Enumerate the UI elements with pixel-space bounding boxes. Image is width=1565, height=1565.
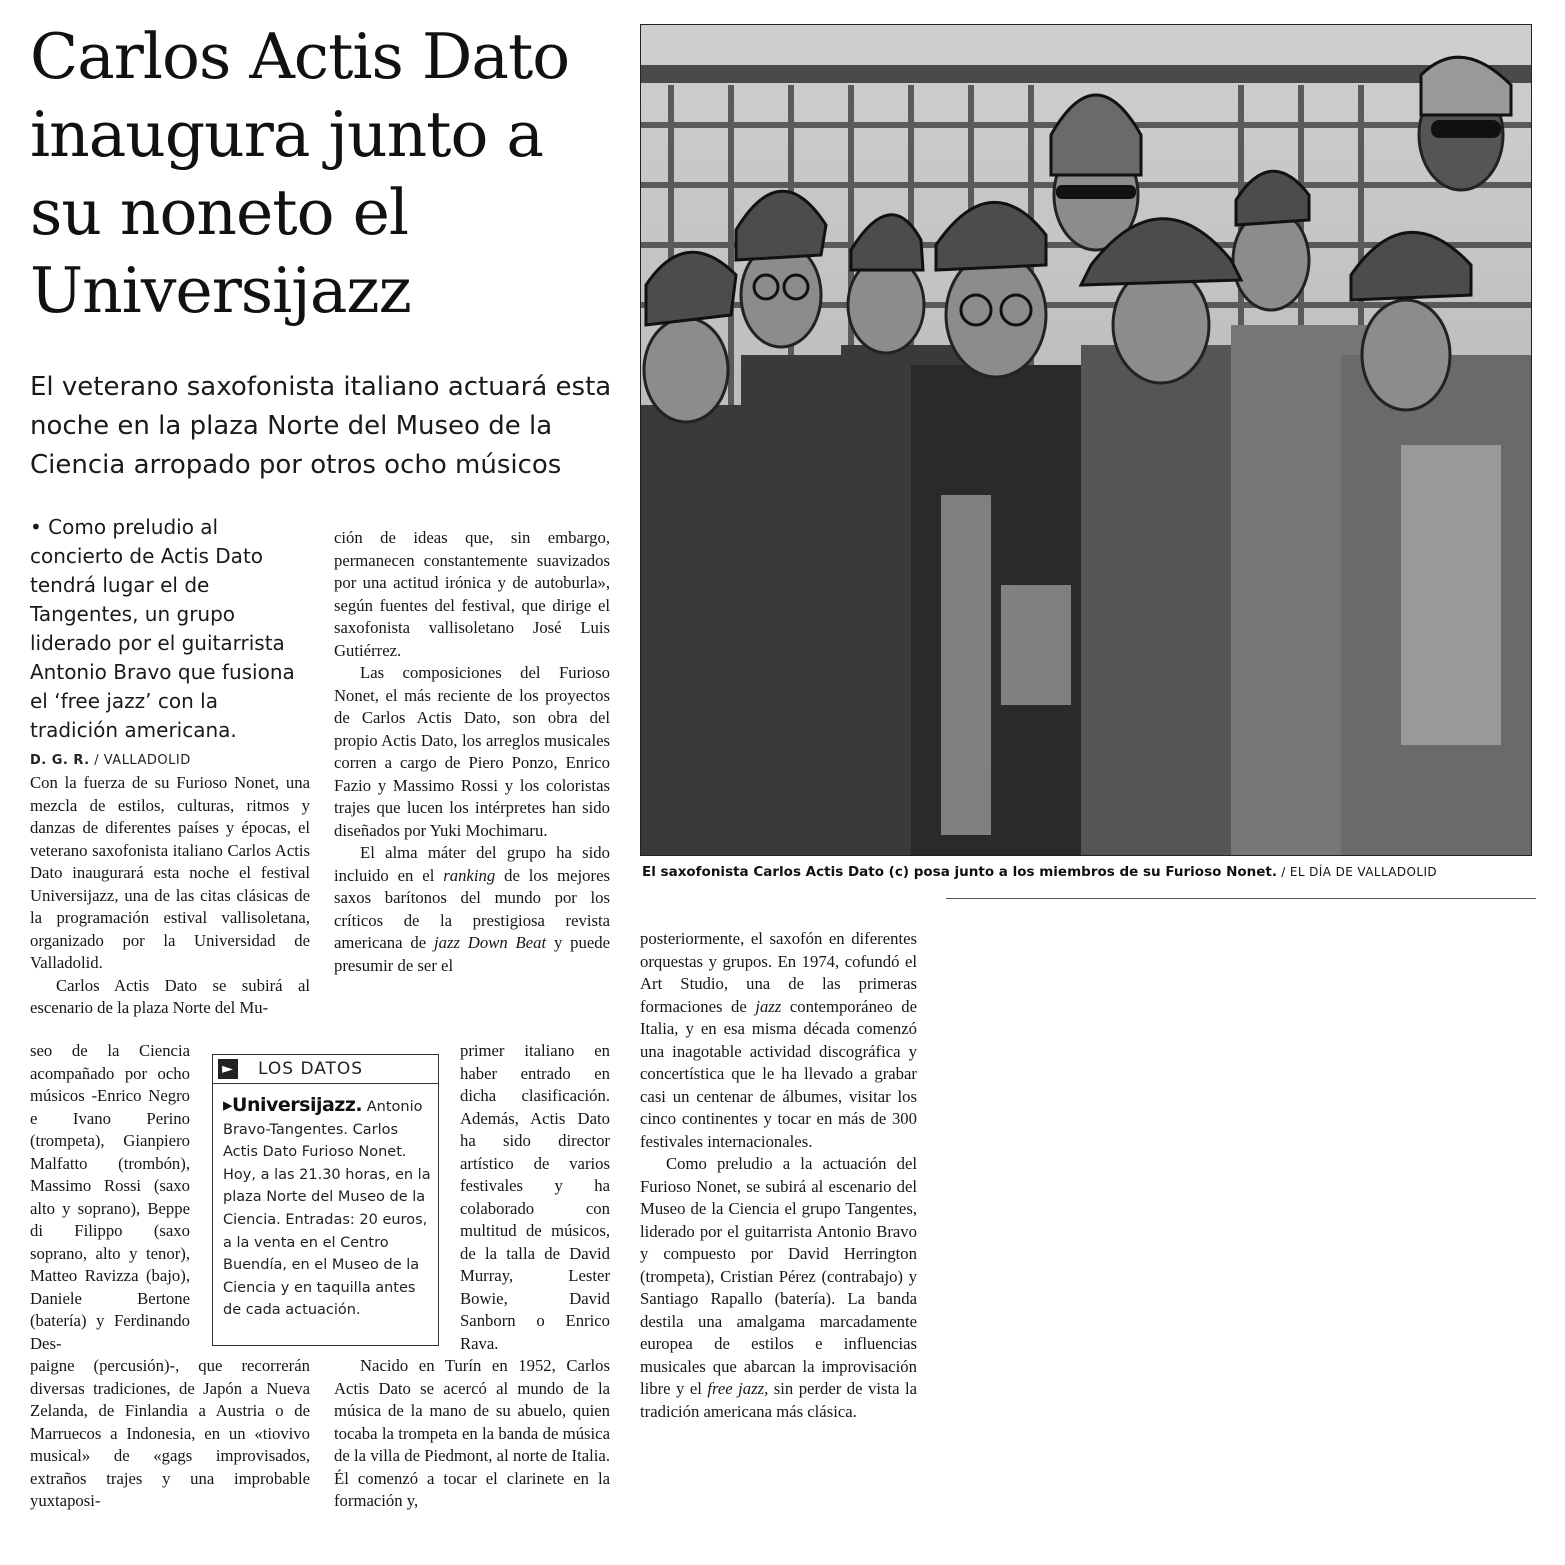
article-column-3 <box>640 928 917 1423</box>
photo-credit: / EL DÍA DE VALLADOLID <box>1277 865 1438 879</box>
paragraph: Nacido en Turín en 1952, Carlos Actis Dato se acercó al mundo de la música de la mano de su abuelo, quien tocaba la trompeta en la banda de música de la villa de Piedmont, al norte de Italia. Él comenzó a tocar el clarinete en la formación y, <box>334 1356 610 1510</box>
paragraph: primer italiano en haber entrado en dicha clasificación. Además, Actis Dato ha sido director artístico de varios festivales y ha colaborado con multitud de músicos, de la talla de David Murray, Lester Bowie, David Sanborn o Enrico Rava. <box>460 1041 610 1353</box>
text-run: y puede presumir de ser el <box>334 933 610 975</box>
article-column-1-wrap <box>30 1040 190 1355</box>
divider <box>946 898 1536 899</box>
band-photo-image <box>641 25 1531 855</box>
emphasis: jazz <box>755 996 782 1016</box>
subheadline: El veterano saxofonista italiano actuará esta noche en la plaza Norte del Museo de la Ciencia arropado por otros ocho músicos <box>30 372 612 480</box>
text-run: de los mejores saxos barítonos del mundo por los críticos de la prestigiosa revista americana de <box>334 865 610 952</box>
paragraph: paigne (percusión)-, que recorrerán diversas tradiciones, de Japón a Nueva Zelanda, de Finlandia a Austria o de Marruecos a Indonesia, en un «tiovivo musical» de «gags improvisados, extraños trajes y una improbable yuxtaposi- <box>30 1356 310 1510</box>
paragraph <box>640 928 917 1153</box>
article-column-2-bottom <box>334 1355 610 1513</box>
lead-summary: • Como preludio al concierto de Actis Dato tendrá lugar el de Tangentes, un grupo liderado por el guitarrista Antonio Bravo que fusiona el ‘free jazz’ con la tradición americana. <box>30 515 295 742</box>
info-box <box>212 1054 439 1346</box>
info-box-body <box>213 1084 438 1322</box>
byline-place: / VALLADOLID <box>89 753 191 768</box>
text-run: , sin perder de vista la tradición americana más clásica. <box>640 1379 918 1421</box>
photo-caption <box>642 864 1542 880</box>
paragraph <box>640 1153 917 1423</box>
paragraph: seo de la Ciencia acompañado por ocho músicos -Enrico Negro e Ivano Perino (trompeta), Gianpiero Malfatto (trombón), Massimo Rossi (saxo alto y soprano), Beppe di Filippo (saxo soprano, alto y tenor), Matteo Ravizza (bajo), Daniele Bertone (batería) y Ferdinando Des- <box>30 1041 190 1353</box>
emphasis: jazz Down Beat <box>434 933 547 952</box>
byline <box>30 750 310 772</box>
text-run: posteriormente, el saxofón en diferentes orquestas y grupos. En 1974, cofundó el Art Studio, una de las primeras formaciones de <box>640 929 917 1016</box>
text-run: El alma máter del grupo ha sido incluido en el <box>334 843 610 885</box>
info-box-title: LOS DATOS <box>258 1059 364 1079</box>
emphasis: free jazz <box>707 1379 765 1398</box>
paragraph: Las composiciones del Furioso Nonet, el más reciente de los proyectos de Carlos Actis Dato, son obra del propio Actis Dato, los arreglos musicales corren a cargo de Piero Ponzo, Enrico Fazio y Massimo Rossi y los coloristas trajes que lucen los intérpretes han sido diseñados por Yuki Mochimaru. <box>334 663 610 840</box>
paragraph: Con la fuerza de su Furioso Nonet, una mezcla de estilos, culturas, ritmos y danzas de diferentes países y épocas, el veterano saxofonista italiano Carlos Actis Dato inaugurará esta noche el festival Universijazz, una de las citas clásicas de la programación estival vallisoletana, organizado por la Universidad de Valladolid. <box>30 773 310 972</box>
info-box-icon: ► <box>218 1059 238 1079</box>
info-box-arrow-icon: ▸ <box>223 1094 233 1116</box>
article-column-2 <box>334 527 610 977</box>
caption-text: El saxofonista Carlos Actis Dato (c) posa junto a los miembros de su Furioso Nonet. <box>642 864 1278 880</box>
text-run: contemporáneo de Italia, y en esa misma década comenzó una inagotable actividad discográfica y concertística que le ha llevado a grabar casi un centenar de álbumes, visitar los cinco continentes y tocar en más de 300 festivales internacionales. <box>640 996 917 1151</box>
emphasis: ranking <box>443 865 496 885</box>
info-box-keyword: Universijazz. <box>232 1094 363 1116</box>
info-box-header <box>213 1055 438 1084</box>
paragraph: ción de ideas que, sin embargo, permanecen constantemente suavizados por una actitud irónica y de autoburla», según fuentes del festival, que dirige el saxofonista vallisoletano José Luis Gutiérrez. <box>334 528 610 660</box>
text-run: Como preludio a la actuación del Furioso Nonet, se subirá al escenario del Museo de la Ciencia el grupo Tangentes, liderado por el guitarrista Antonio Bravo y compuesto por David Herrington (trompeta), Cristian Pérez (contrabajo) y Santiago Rapallo (batería). La banda destila una amalgama marcadamente europea de estilos e influencias musicales que abarcan la improvisación libre y el <box>640 1154 917 1398</box>
byline-author: D. G. R. <box>30 753 90 768</box>
headline: Carlos Actis Dato inaugura junto a su noneto el Universijazz <box>30 20 570 327</box>
article-column-1-bottom <box>30 1355 310 1513</box>
band-photo <box>640 24 1532 856</box>
paragraph: Carlos Actis Dato se subirá al escenario de la plaza Norte del Mu- <box>30 975 310 1017</box>
article-column-2-wrap <box>460 1040 610 1355</box>
info-box-text: Antonio Bravo-Tangentes. Carlos Actis Dato Furioso Nonet. Hoy, a las 21.30 horas, en la plaza Norte del Museo de la Ciencia. Entradas: 20 euros, a la venta en el Centro Buendía, en el Museo de la Ciencia y en taquilla antes de cada actuación. <box>223 1099 431 1319</box>
paragraph <box>334 842 610 977</box>
article-column-1 <box>30 750 310 1020</box>
